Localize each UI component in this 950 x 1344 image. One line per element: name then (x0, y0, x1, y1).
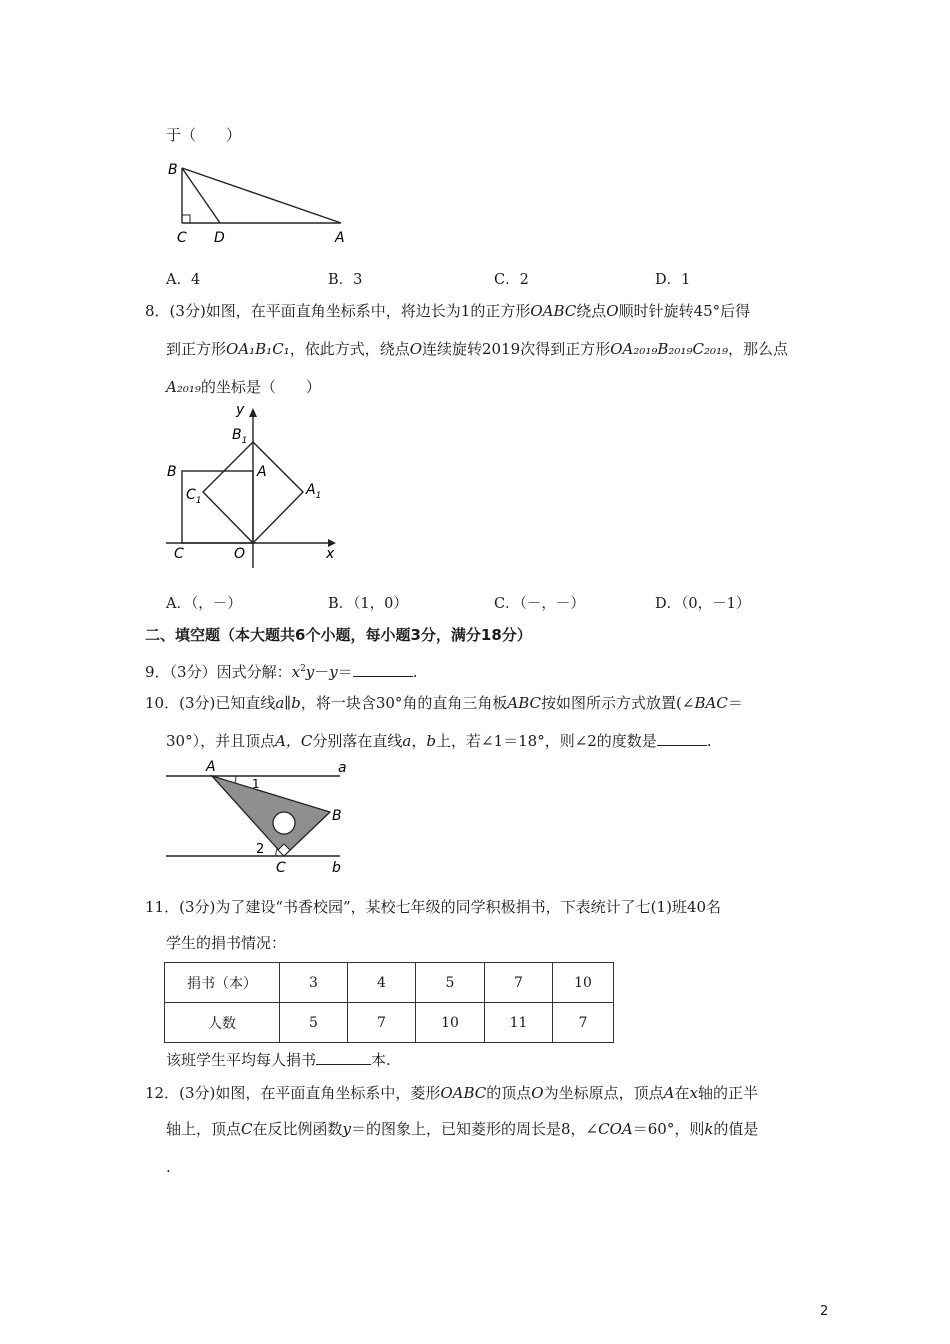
q7-option-a[interactable]: A．4 (166, 272, 201, 288)
q11-line-2: 学生的捐书情况： (166, 934, 287, 952)
q7-label-b: B (168, 162, 178, 178)
q8-rotation-figure (160, 400, 360, 575)
q10-label-b-vertex: B (332, 808, 342, 824)
q10-triangle-hole (273, 812, 295, 834)
q10-angle-1-arc (235, 776, 236, 783)
q8-line-2: 到正方形OA₁B₁C₁，依此方式，绕点O连续旋转2019次得到正方形OA₂₀₁₉B₂₀₁₉C₂₀₁₉，那么点 (166, 340, 789, 358)
table-cell: 7 (485, 963, 553, 1003)
q8-label-c1: $C_1$ (186, 487, 202, 506)
q9-answer-blank[interactable] (353, 660, 413, 677)
q10-triangle-ruler-figure (160, 756, 360, 876)
q10-label-c-vertex: C (276, 860, 286, 876)
q10-label-angle-1: 1 (252, 777, 260, 791)
q11-after-table: 该班学生平均每人捐书 本. (166, 1048, 391, 1071)
q8-label-b: B (167, 464, 177, 480)
q10-label-line-b: b (332, 860, 341, 876)
q7-right-angle-mark (182, 215, 190, 223)
table-row (165, 963, 614, 1003)
q8-label-o: O (234, 546, 246, 562)
q8-option-a[interactable]: A．（，－） (166, 596, 242, 612)
table-cell: 5 (280, 1003, 348, 1043)
section-2-heading: 二、填空题（本大题共6个小题，每小题3分，满分18分） (145, 626, 532, 644)
table-cell: 7 (553, 1003, 614, 1043)
q11-donation-table (164, 962, 614, 1043)
q12-line-3: . (166, 1158, 171, 1176)
table-cell: 10 (553, 963, 614, 1003)
q11-answer-blank[interactable] (316, 1048, 371, 1065)
q8-label-a: A (257, 464, 267, 480)
table-row (165, 1003, 614, 1043)
q8-label-x: x (326, 546, 335, 562)
q12-line-1: 12．(3分)如图，在平面直角坐标系中，菱形OABC的顶点O为坐标原点，顶点A在x轴的正半 (145, 1084, 758, 1102)
q10-answer-blank[interactable] (657, 729, 707, 746)
table-cell: 人数 (165, 1003, 280, 1043)
q8-label-b1: $B_1$ (232, 427, 248, 446)
q10-label-line-a: a (338, 760, 347, 776)
q7-tail: 于（ ） (166, 126, 242, 144)
q7-option-d[interactable]: D．1 (655, 272, 691, 288)
q7-option-c[interactable]: C．2 (494, 272, 529, 288)
q7-label-a: A (335, 230, 345, 246)
table-cell: 7 (348, 1003, 416, 1043)
q8-label-y: y (236, 402, 245, 418)
q8-line-3: A₂₀₁₉的坐标是（ ） (166, 378, 321, 396)
table-cell: 5 (416, 963, 485, 1003)
q8-label-c: C (174, 546, 184, 562)
q7-side-ba (182, 168, 341, 223)
table-cell: 4 (348, 963, 416, 1003)
q8-label-a1: $A_1$ (306, 482, 322, 501)
table-cell: 11 (485, 1003, 553, 1043)
q12-line-2: 轴上，顶点C在反比例函数y＝的图象上，已知菱形的周长是8，∠COA＝60°，则k的值是 (166, 1120, 759, 1138)
q11-line-1: 11．(3分)为了建设“书香校园”，某校七年级的同学积极捐书，下表统计了七(1)班40名 (145, 898, 722, 916)
q8-option-b[interactable]: B．（1，0） (328, 596, 408, 612)
q10-triangle-abc (212, 776, 330, 856)
page-number: 2 (820, 1304, 829, 1319)
q7-label-d: D (214, 230, 225, 246)
table-cell: 3 (280, 963, 348, 1003)
q8-option-c[interactable]: C．（－，－） (494, 596, 585, 612)
q7-option-b[interactable]: B．3 (328, 272, 363, 288)
q8-line-1: 8．(3分)如图，在平面直角坐标系中，将边长为1的正方形OABC绕点O顺时针旋转45°后得 (145, 302, 751, 320)
q10-label-angle-2: 2 (256, 842, 265, 857)
q10-angle-2-arc (276, 848, 278, 856)
q9-line: 9．（3分）因式分解：$x^2y-y=$ . (145, 658, 418, 683)
q10-line-1: 10．(3分)已知直线a∥b，将一块含30°角的直角三角板ABC按如图所示方式放置(∠BAC＝ (145, 694, 743, 712)
q10-label-a-vertex: A (206, 759, 216, 775)
q8-option-d[interactable]: D．（0，－1） (655, 596, 751, 612)
table-cell: 捐书（本） (165, 963, 280, 1003)
q7-triangle-figure (164, 158, 364, 248)
q7-label-c: C (177, 230, 187, 246)
q8-y-arrow (249, 408, 257, 417)
q10-line-2: 30°），并且顶点A，C分别落在直线a，b上，若∠1＝18°，则∠2的度数是 . (166, 729, 712, 752)
table-cell: 10 (416, 1003, 485, 1043)
